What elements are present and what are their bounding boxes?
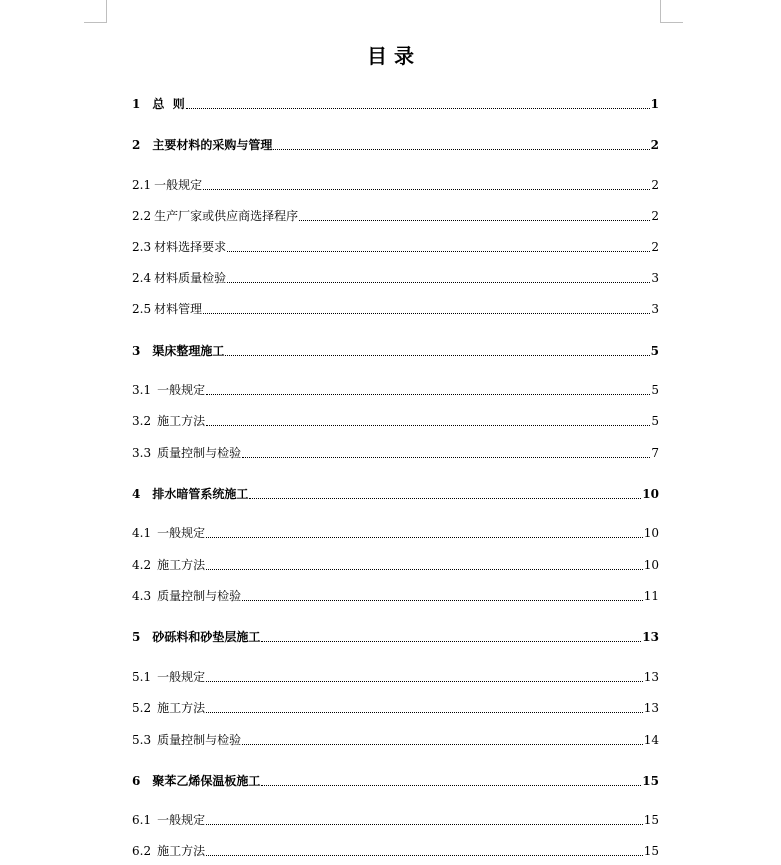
toc-entry-title: 渠床整理施工 — [152, 344, 225, 358]
dot-leader — [206, 854, 643, 856]
dot-leader — [261, 640, 641, 642]
toc-entry-page-number: 2 — [651, 240, 659, 254]
toc-entry-title: 一般规定 — [157, 813, 206, 827]
toc-entry-number: 6.1 — [132, 813, 152, 827]
toc-entry-page-number: 10 — [643, 558, 659, 572]
dot-leader — [227, 281, 650, 283]
toc-entry-title: 施工方法 — [157, 558, 206, 572]
toc-entry-title: 材料质量检验 — [154, 271, 227, 285]
toc-entry-number: 5.2 — [132, 701, 152, 715]
toc-entry-number: 4 — [132, 487, 141, 501]
toc-entry[interactable] — [132, 340, 659, 358]
toc-entry[interactable] — [132, 840, 659, 858]
dot-leader — [242, 743, 643, 745]
toc-entry-page-number: 10 — [642, 487, 659, 501]
toc-entry-number: 3 — [132, 344, 141, 358]
toc-heading: 目 录 — [367, 44, 414, 68]
toc-entry-page-number: 13 — [643, 701, 659, 715]
dot-leader — [225, 354, 649, 356]
toc-entry[interactable] — [132, 809, 659, 827]
dot-leader — [227, 250, 650, 252]
toc-entry-number: 4.1 — [132, 526, 152, 540]
toc-entry-page-number: 15 — [642, 774, 659, 788]
toc-entry-number: 5.3 — [132, 733, 152, 747]
toc-entry[interactable] — [132, 729, 659, 747]
toc-entry[interactable] — [132, 697, 659, 715]
toc-entry-number: 2.2 — [132, 209, 152, 223]
toc-entry-page-number: 13 — [642, 630, 659, 644]
dot-leader — [203, 312, 650, 314]
dot-leader — [242, 599, 643, 601]
toc-entry-number: 5 — [132, 630, 141, 644]
toc-entry-page-number: 7 — [651, 446, 659, 460]
toc-entry-page-number: 5 — [650, 344, 659, 358]
toc-entry-title: 施工方法 — [157, 701, 206, 715]
toc-entry-title: 聚苯乙烯保温板施工 — [152, 774, 261, 788]
toc-entry-page-number: 5 — [651, 414, 659, 428]
toc-entry[interactable] — [132, 770, 659, 788]
toc-entry-title: 一般规定 — [157, 383, 206, 397]
toc-entry-title: 质量控制与检验 — [157, 589, 242, 603]
toc-entry-title: 生产厂家或供应商选择程序 — [154, 209, 299, 223]
toc-entry[interactable] — [132, 298, 659, 316]
dot-leader — [206, 823, 643, 825]
toc-entry-title: 施工方法 — [157, 844, 206, 858]
toc-entry-page-number: 2 — [650, 138, 659, 152]
toc-entry-title: 排水暗管系统施工 — [152, 487, 249, 501]
toc-entry-title: 一般规定 — [157, 670, 206, 684]
toc-entry-number: 6.2 — [132, 844, 152, 858]
toc-entry-title: 一般规定 — [154, 178, 203, 192]
toc-entry-page-number: 1 — [650, 97, 659, 111]
dot-leader — [242, 456, 650, 458]
toc-entry-number: 2.3 — [132, 240, 152, 254]
dot-leader — [249, 497, 641, 499]
toc-entry-title: 质量控制与检验 — [157, 733, 242, 747]
toc-entry-page-number: 14 — [643, 733, 659, 747]
toc-entry[interactable] — [132, 410, 659, 428]
toc-entry-number: 6 — [132, 774, 141, 788]
toc-entry-number: 2.5 — [132, 302, 152, 316]
toc-entry-number: 2.1 — [132, 178, 152, 192]
toc-entry-page-number: 15 — [643, 813, 659, 827]
toc-entry-page-number: 3 — [651, 302, 659, 316]
toc-entry[interactable] — [132, 554, 659, 572]
toc-entry[interactable] — [132, 522, 659, 540]
toc-entry-title: 施工方法 — [157, 414, 206, 428]
toc-entry-number: 2 — [132, 138, 141, 152]
toc-entry-number: 4.2 — [132, 558, 152, 572]
crop-mark-top-right — [660, 0, 683, 23]
dot-leader — [206, 711, 643, 713]
toc-entry-number: 3.2 — [132, 414, 152, 428]
toc-entry[interactable] — [132, 666, 659, 684]
toc-entry-number: 5.1 — [132, 670, 152, 684]
toc-entry-title: 一般规定 — [157, 526, 206, 540]
toc-entry[interactable] — [132, 236, 659, 254]
dot-leader — [206, 680, 643, 682]
toc-entry-number: 1 — [132, 97, 141, 111]
toc-entry-title: 材料管理 — [154, 302, 203, 316]
toc-entry-title: 质量控制与检验 — [157, 446, 242, 460]
crop-mark-top-left — [84, 0, 107, 23]
toc-entry-title: 主要材料的采购与管理 — [152, 138, 273, 152]
dot-leader — [206, 393, 650, 395]
toc-entry-number: 4.3 — [132, 589, 152, 603]
toc-entry-title: 材料选择要求 — [154, 240, 227, 254]
toc-entry-number: 3.1 — [132, 383, 152, 397]
toc-entry[interactable] — [132, 442, 659, 460]
toc-entry-number: 2.4 — [132, 271, 152, 285]
toc-entry-page-number: 3 — [651, 271, 659, 285]
toc-entry-page-number: 10 — [643, 526, 659, 540]
toc-entry[interactable] — [132, 483, 659, 501]
dot-leader — [299, 219, 650, 221]
toc-entry[interactable] — [132, 93, 659, 111]
toc-entry[interactable] — [132, 134, 659, 152]
toc-entry[interactable] — [132, 267, 659, 285]
toc-entry-page-number: 11 — [643, 589, 659, 603]
toc-entry-title: 砂砾料和砂垫层施工 — [152, 630, 261, 644]
dot-leader — [206, 568, 643, 570]
dot-leader — [206, 536, 643, 538]
dot-leader — [206, 424, 650, 426]
toc-entry-title: 总 则 — [152, 97, 185, 111]
dot-leader — [186, 107, 650, 109]
toc-entry[interactable] — [132, 174, 659, 192]
toc-entry[interactable] — [132, 585, 659, 603]
dot-leader — [273, 148, 649, 150]
toc-entry[interactable] — [132, 205, 659, 223]
dot-leader — [261, 784, 641, 786]
toc-entry-page-number: 2 — [651, 178, 659, 192]
toc-entry-number: 3.3 — [132, 446, 152, 460]
toc-entry-page-number: 15 — [643, 844, 659, 858]
toc-entry[interactable] — [132, 379, 659, 397]
dot-leader — [203, 188, 650, 190]
toc-entry-page-number: 5 — [651, 383, 659, 397]
toc-entry-page-number: 2 — [651, 209, 659, 223]
toc-entry-page-number: 13 — [643, 670, 659, 684]
toc-entry[interactable] — [132, 626, 659, 644]
